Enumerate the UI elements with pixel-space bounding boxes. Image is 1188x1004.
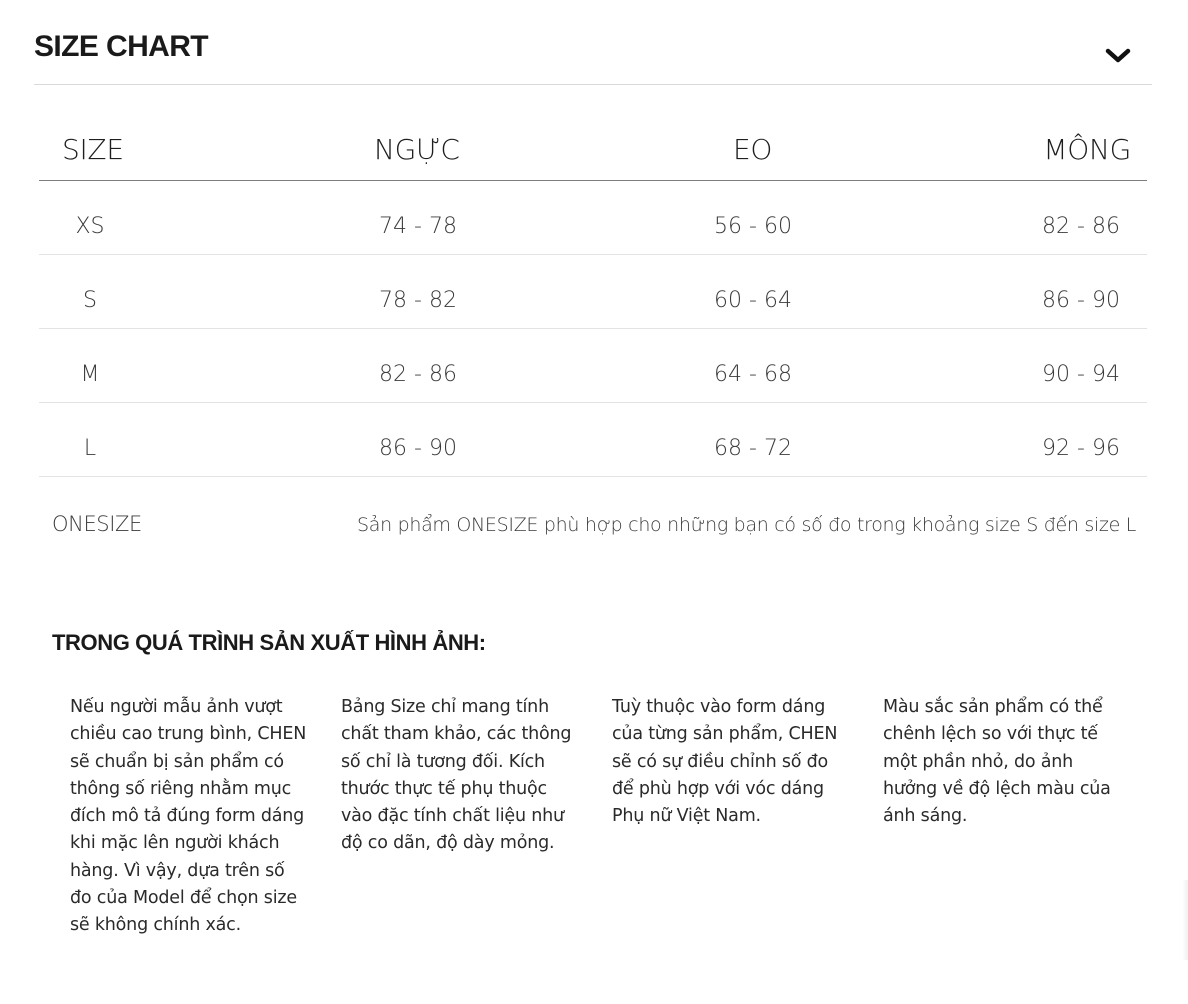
cell-mong: 82 - 86 [1042, 214, 1120, 239]
cell-eo: 56 - 60 [714, 214, 792, 239]
production-notes-title: TRONG QUÁ TRÌNH SẢN XUẤT HÌNH ẢNH: [52, 630, 486, 655]
onesize-label: ONESIZE [52, 512, 142, 536]
size-chart-title: SIZE CHART [34, 30, 209, 63]
onesize-note: Sản phẩm ONESIZE phù hợp cho những bạn có số đo trong khoảng size S đến size L [356, 514, 1136, 536]
size-chart-accordion-header[interactable] [34, 0, 1152, 85]
cell-eo: 60 - 64 [714, 288, 792, 313]
cell-nguc: 74 - 78 [379, 214, 457, 239]
size-table [39, 120, 1147, 477]
column-header-mong: MÔNG [1043, 133, 1131, 166]
table-row [39, 181, 1147, 255]
table-row [39, 329, 1147, 403]
production-note: Tuỳ thuộc vào form dáng của từng sản phẩm, CHEN sẽ có sự điều chỉnh số đo để phù hợp với vóc dáng Phụ nữ Việt Nam. [612, 697, 838, 827]
chevron-down-icon[interactable] [1104, 46, 1132, 66]
size-table-header [39, 120, 1147, 181]
cell-nguc: 78 - 82 [379, 288, 457, 313]
cell-nguc: 82 - 86 [379, 362, 457, 387]
column-header-size: SIZE [62, 133, 124, 166]
production-note: Bảng Size chỉ mang tính chất tham khảo, các thông số chỉ là tương đối. Kích thước thực tế phụ thuộc vào đặc tính chất liệu như độ co dãn, độ dày mỏng. [341, 697, 572, 854]
cell-size: XS [75, 214, 105, 239]
cell-mong: 86 - 90 [1042, 288, 1120, 313]
cell-size: L [83, 436, 97, 461]
column-header-eo: EO [733, 133, 773, 166]
cell-size: M [80, 362, 100, 387]
cell-mong: 92 - 96 [1042, 436, 1120, 461]
table-row [39, 403, 1147, 477]
cell-size: S [83, 288, 97, 313]
onesize-row [52, 510, 1148, 546]
cell-eo: 64 - 68 [714, 362, 792, 387]
scroll-edge-shadow [1182, 880, 1188, 960]
production-note: Màu sắc sản phẩm có thể chênh lệch so với thực tế một phần nhỏ, do ảnh hưởng về độ lệch màu của ánh sáng. [883, 697, 1111, 827]
column-header-nguc: NGỰC [374, 133, 460, 166]
production-note: Nếu người mẫu ảnh vượt chiều cao trung bình, CHEN sẽ chuẩn bị sản phẩm có thông số riêng nhằm mục đích mô tả đúng form dáng khi mặc lên người khách hàng. Vì vậy, dựa trên số đo của Model để chọn size sẽ không chính xác. [70, 697, 307, 936]
table-row [39, 255, 1147, 329]
cell-mong: 90 - 94 [1042, 362, 1120, 387]
cell-eo: 68 - 72 [714, 436, 792, 461]
cell-nguc: 86 - 90 [379, 436, 457, 461]
